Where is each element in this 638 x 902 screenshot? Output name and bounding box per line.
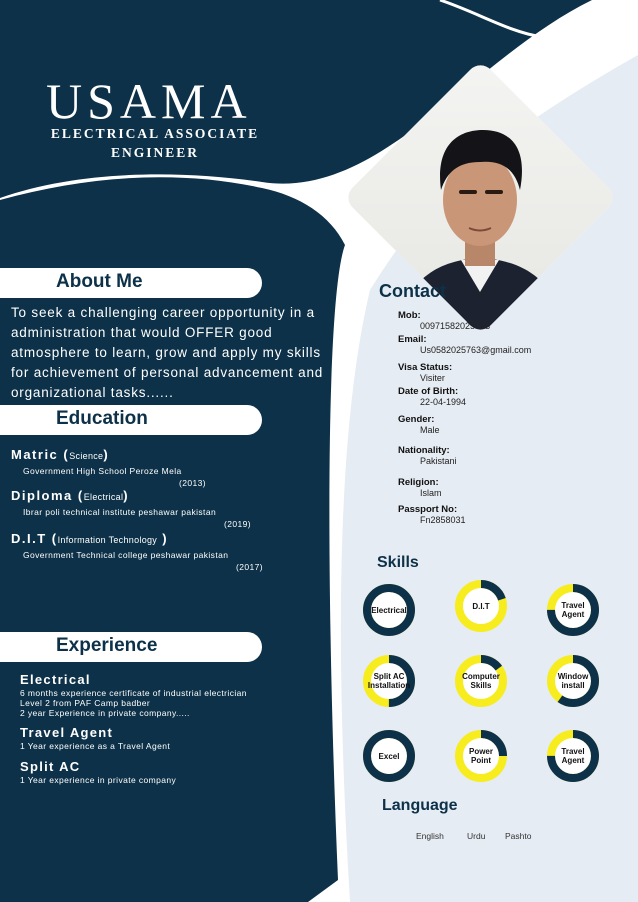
degree-name: D.I.T ( (11, 531, 58, 546)
skill-label: Travel Agent (561, 747, 585, 765)
candidate-name: USAMA (46, 73, 252, 129)
contact-label: Gender: (398, 414, 435, 425)
degree-close: ) (103, 447, 110, 462)
education-year: (2013) (179, 478, 206, 488)
experience-heading: Experience (56, 635, 158, 656)
skill-label: Travel Agent (561, 601, 585, 619)
contact-gender (398, 414, 618, 436)
contact-value: Fn2858031 (420, 515, 466, 525)
skill-ring-window-install (546, 654, 600, 708)
skill-ring-electrical (362, 583, 416, 637)
contact-label: Religion: (398, 477, 439, 488)
degree-field: Science (69, 451, 104, 461)
degree-field: Information Technology (57, 535, 158, 545)
skill-ring-computer-skills (454, 654, 508, 708)
about-heading-pill (0, 268, 262, 298)
language-english: English (416, 831, 444, 841)
skill-ring-travel-agent (546, 583, 600, 637)
contact-heading: Contact (379, 281, 446, 301)
skill-label: Computer Skills (462, 672, 500, 690)
degree-field: Electrical (83, 492, 124, 502)
candidate-title (40, 124, 270, 162)
title-line-2: ENGINEER (110, 145, 199, 160)
skill-ring-excel (362, 729, 416, 783)
skill-ring-split-ac (362, 654, 416, 708)
contact-label: Date of Birth: (398, 386, 459, 397)
language-pashto: Pashto (505, 831, 532, 841)
contact-label: Nationality: (398, 445, 450, 456)
about-text: To seek a challenging career opportunity in a administration that would OFFER good atmosphere to learn, grow and apply my skills for achievement of personal advancement and organizational tasks...... (11, 305, 324, 400)
contact-religion (398, 477, 618, 499)
experience-title: Travel Agent (20, 725, 114, 740)
education-institute: Government Technical college peshawar pakistan (23, 550, 229, 560)
degree-close: ) (157, 531, 169, 546)
education-heading: Education (56, 408, 148, 429)
skill-ring-dit (454, 579, 508, 633)
education-institute: Government High School Peroze Mela (23, 466, 182, 476)
education-item-dit (11, 530, 311, 573)
contact-value: Visiter (420, 373, 445, 383)
contact-label: Passport No: (398, 504, 458, 515)
education-institute: Ibrar poli technical institute peshawar pakistan (23, 507, 217, 517)
degree-name: Matric ( (11, 447, 70, 462)
contact-label: Email: (398, 334, 427, 345)
experience-title: Split AC (20, 759, 81, 774)
about-heading: About Me (56, 271, 143, 292)
language-urdu: Urdu (467, 831, 486, 841)
contact-value: Male (420, 425, 440, 435)
experience-line: Level 2 from PAF Camp badber (20, 698, 151, 708)
contact-label: Mob: (398, 310, 421, 321)
skills-heading: Skills (377, 554, 419, 571)
contact-value: 22-04-1994 (420, 397, 467, 407)
contact-value: Islam (420, 488, 442, 498)
experience-line: 2 year Experience in private company..... (20, 708, 190, 718)
education-year: (2017) (236, 562, 263, 572)
contact-label: Visa Status: (398, 362, 453, 373)
skill-ring-travel-agent-2 (546, 729, 600, 783)
skill-label: Split AC Installation (367, 672, 411, 690)
degree-name: Diploma ( (11, 488, 84, 503)
title-line-1: ELECTRICAL ASSOCIATE (50, 126, 260, 141)
education-degree (11, 530, 311, 549)
experience-item-travel-agent (20, 725, 320, 751)
experience-title: Electrical (20, 672, 91, 687)
skill-label: Electrical (371, 605, 407, 615)
contact-passport (398, 504, 618, 526)
skill-label: Excel (378, 751, 400, 761)
skill-ring-power-point (454, 729, 508, 783)
skill-label: Window install (557, 672, 589, 690)
contact-nationality (398, 445, 618, 467)
skill-label: Power Point (468, 747, 493, 765)
skill-label: D.I.T (472, 601, 490, 611)
contact-value: Pakistani (420, 456, 457, 466)
experience-item-electrical (20, 672, 320, 718)
contact-visa-status (398, 362, 618, 384)
experience-item-split-ac (20, 759, 320, 785)
education-year: (2019) (224, 519, 251, 529)
education-degree (11, 446, 311, 465)
contact-value: Us0582025763@gmail.com (420, 345, 532, 355)
experience-line: 6 months experience certificate of industrial electrician (20, 688, 247, 698)
education-item-matric (11, 446, 311, 489)
language-heading: Language (382, 797, 458, 814)
contact-value: 00971582025763 (420, 321, 491, 331)
education-heading-pill (0, 405, 262, 435)
experience-heading-pill (0, 632, 262, 662)
education-degree (11, 487, 311, 506)
education-item-diploma (11, 487, 311, 530)
experience-line: 1 Year experience in private company (20, 775, 177, 785)
degree-close: ) (123, 488, 130, 503)
experience-line: 1 Year experience as a Travel Agent (20, 741, 171, 751)
contact-date-of-birth (398, 386, 618, 408)
contact-mobile (398, 310, 618, 332)
contact-email (398, 334, 618, 356)
